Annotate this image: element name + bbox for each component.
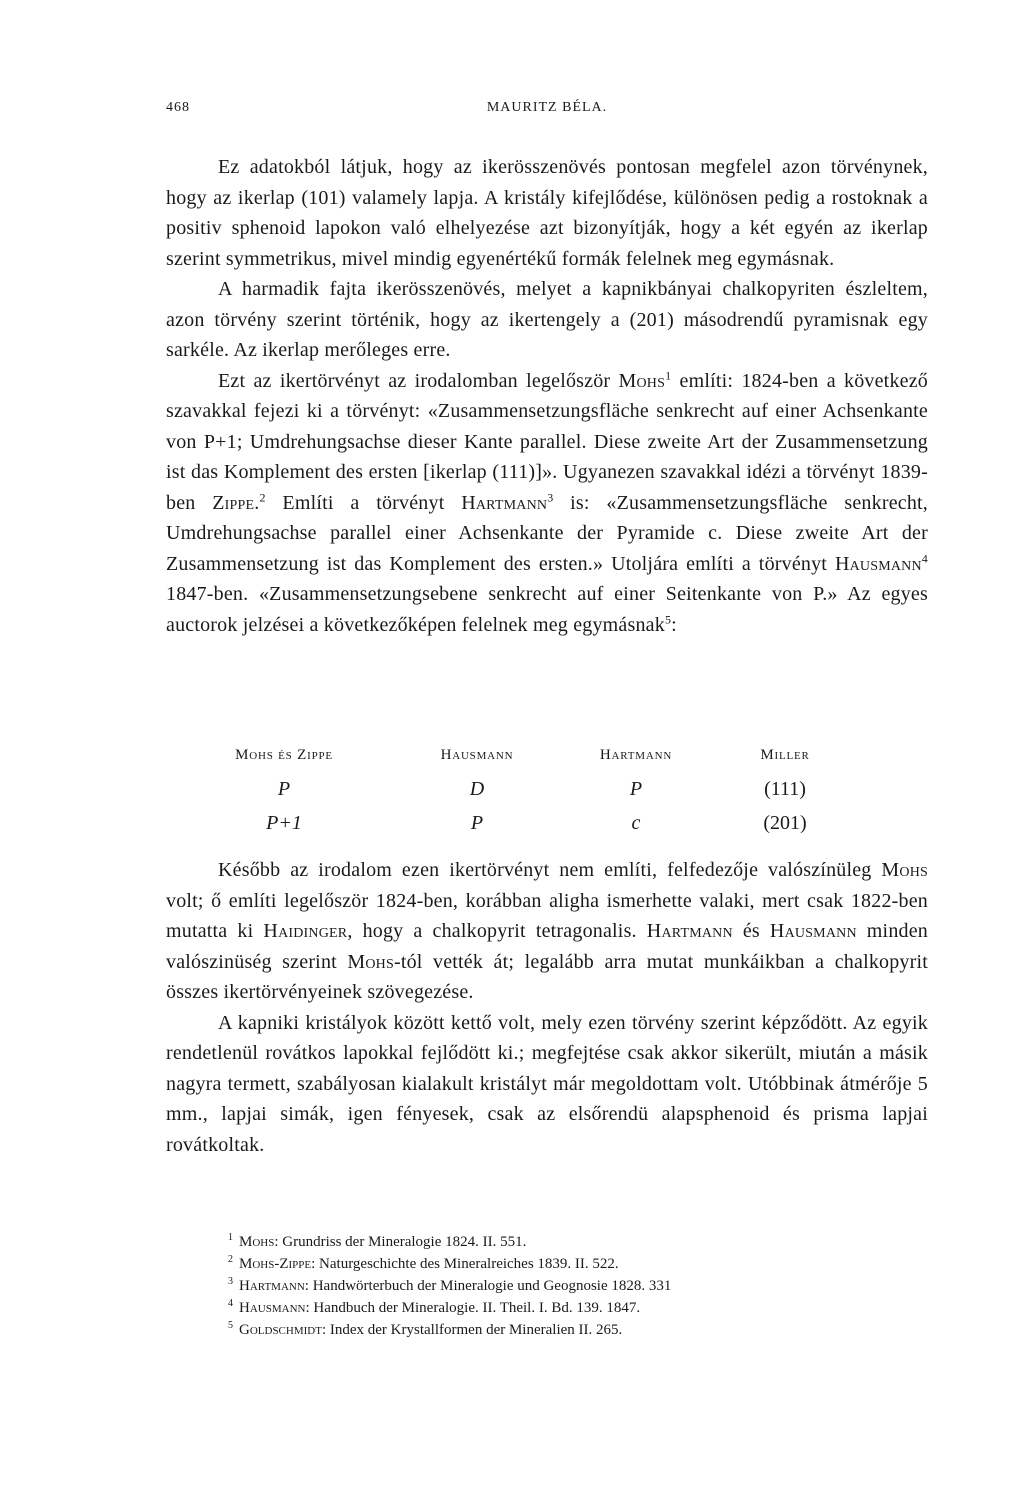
paragraph-4: Később az irodalom ezen ikertörvényt nem említi, felfedezője valószínüleg Mohs volt; ő említi legelőször 1824-ben, korábban aligha ismerhette valaki, mert csak 1822-ben mutatta ki Haidinger, hogy a chalkopyrit tetragonalis. Hartmann és Hausmann minden valószinüség szerint Mohs-tól vették át; legalább arra mutat munkáikban a chalkopyrit összes ikertörvényeinek szövegezése. [166,859,928,1003]
author-name: Hartmann [646,920,733,942]
table-header-cell: Hausmann [440,746,514,763]
author-name: Hausmann [769,920,857,942]
table-cell: (111) [764,777,806,800]
author-name: Mohs [881,859,928,881]
paragraph-1: Ez adatokból látjuk, hogy az ikerösszenövés pontosan megfelel azon törvénynek, hogy az ikerlap (101) valamely lapja. A kristály kifejlődése, különösen pedig a rostoknak a positiv sphenoid lapokon való elhelyezése azt bizonyítják, hogy a két egyén az ikerlap szerint symmetrikus, mivel mindig egyenértékű formák felelnek meg egymásnak. [166,156,928,270]
footnote-ref: 4 [921,550,928,565]
footnote: $^5$ Goldschmidt: Index der Krystallformen der Mineralien II. 265. [228,1320,623,1338]
table-header-cell: Hartmann [599,746,673,763]
footnote: $^1$ Mohs: Grundriss der Mineralogie 1824. II. 551. [228,1232,527,1250]
table-cell: c [631,811,641,834]
author-name: Mohs [618,369,666,392]
author-name: Zippe. [212,491,260,514]
table-cell: D [469,777,485,800]
footnote-ref: 1 [665,367,672,382]
body-text-upper [166,152,928,640]
paragraph-2: A harmadik fajta ikerösszenövés, melyet a kapnikbányai chalkopyriten észleltem, azon törvény szerint történik, hogy az ikertengely a (201) másodrendű pyramisnak egy sarkéle. Az ikerlap merőleges erre. [166,278,928,361]
table-cell: P [629,777,643,800]
table-header-cell: Mohs és Zippe [235,746,333,763]
table-row [166,806,928,840]
running-title: MAURITZ BÉLA. [486,100,608,115]
footnote: $^3$ Hartmann: Handwörterbuch der Mineralogie und Geognosie 1828. 331 [228,1276,672,1294]
table-cell: P [470,811,484,834]
author-name: Hartmann [461,491,548,514]
page-number: 468 [166,100,190,115]
paragraph-3: Ezt az ikertörvényt az irodalomban legelőször Mohs$^1$ említi: 1824-ben a következő szavakkal fejezi ki a törvényt: «Zusammensetzungsfläche senkrecht auf einer Achsenkante von P+1; Umdrehungsachse dieser Kante parallel. Diese zweite Art der Zusammensetzung ist das Komplement des ersten [ikerlap (111)]». Ugyanezen szavakkal idézi a törvényt 1839-ben Zippe.$^2$ Említi a törvényt Hartmann$^3$ is: «Zusammensetzungsfläche senkrecht, Umdrehungsachse parallel einer Achsenkante der Pyramide c. Diese zweite Art der Zusammensetzung ist das Komplement des ersten.» Utoljára említi a törvényt Hausmann$^4$ 1847-ben. «Zusammensetzungsebene senkrecht auf einer Seitenkante von P.» Az egyes auctorok jelzései a következőképen felelnek meg egymásnak$^5$: [166,367,929,636]
footnote: $^2$ Mohs-Zippe: Naturgeschichte des Mineralreiches 1839. II. 522. [228,1254,619,1272]
body-text-lower [166,855,928,1160]
footnote-ref: 3 [547,489,554,504]
table-header-cell: Miller [760,746,810,763]
notation-table [166,738,928,840]
table-cell: P+1 [266,811,302,834]
footnote: $^4$ Hausmann: Handbuch der Mineralogie. II. Theil. I. Bd. 139. 1847. [228,1298,641,1316]
footnote-ref: 5 [664,611,672,626]
table-header-row [166,738,928,772]
table-cell: (201) [763,811,807,834]
author-name: Haidinger [263,920,348,942]
footnote-ref: 2 [259,489,266,504]
table-cell: P [277,777,291,800]
footnotes [228,1231,928,1341]
table-row [166,772,928,806]
author-name: Hausmann [834,552,922,575]
author-name: Mohs [347,950,394,973]
paragraph-5: A kapniki kristályok között kettő volt, mely ezen törvény szerint képződött. Az egyik rendetlenül rovátkos lapokkal fejlődött ki.; megfejtése csak akkor sikerült, miután a másik nagyra termett, szabályosan kialakult kristályt már megoldottam volt. Utóbbinak átmérője 5 mm., lapjai simák, igen fényesek, csak az elsőrendü alapsphenoid és prisma lapjai rovátkoltak. [166,1011,928,1156]
